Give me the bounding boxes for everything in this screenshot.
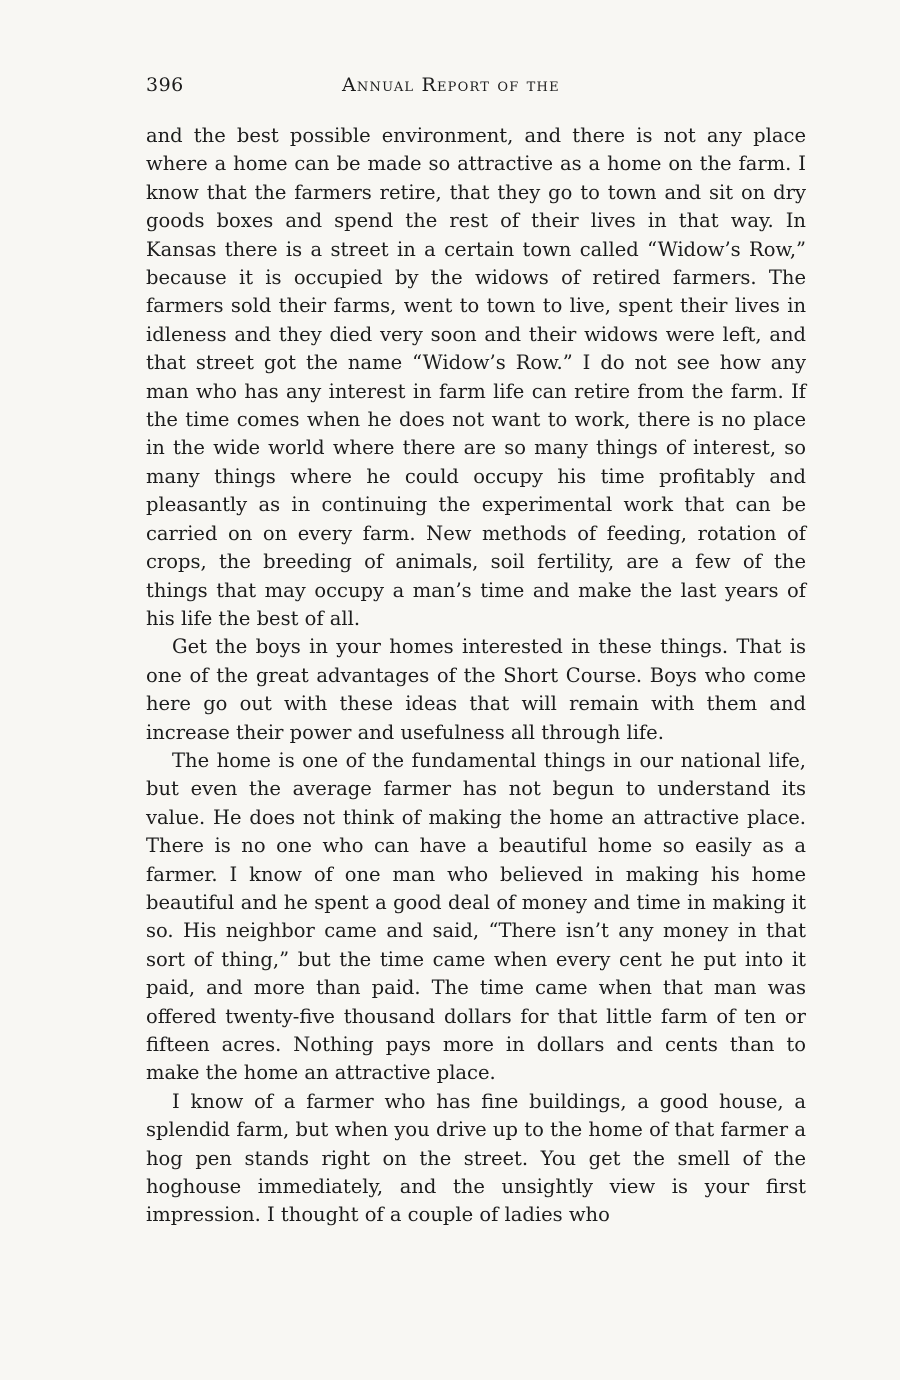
paragraph-2: Get the boys in your homes interested in these things. That is one of the great advantages of the Short Course. Boys who come here go out with these ideas that will remain with them and increase their power and usefulness all through life.	[146, 635, 806, 744]
body-text	[146, 122, 806, 1230]
page-number: 396	[146, 74, 184, 96]
page-header	[146, 74, 806, 104]
paragraph-1: and the best possible environment, and there is not any place where a home can be made so attractive as a home on the farm. I know that the farmers retire, that they go to town and sit on dry goods boxes and spend the rest of their lives in that way. In Kansas there is a street in a certain town called “Widow’s Row,” because it is occupied by the widows of retired farmers. The farmers sold their farms, went to town to live, spent their lives in idleness and they died very soon and their widows were left, and that street got the name “Widow’s Row.” I do not see how any man who has any interest in farm life can retire from the farm. If the time comes when he does not want to work, there is no place in the wide world where there are so many things of interest, so many things where he could occupy his time profitably and pleasantly as in continuing the experimental work that can be carried on on every farm. New methods of feeding, rotation of crops, the breeding of animals, soil fertility, are a few of the things that may occupy a man’s time and make the last years of his life the best of all.	[146, 124, 806, 630]
paragraph-3: The home is one of the fundamental things in our national life, but even the average farmer has not begun to understand its value. He does not think of making the home an attractive place. There is no one who can have a beautiful home so easily as a farmer. I know of one man who believed in making his home beautiful and he spent a good deal of money and time in making it so. His neighbor came and said, “There isn’t any money in that sort of thing,” but the time came when every cent he put into it paid, and more than paid. The time came when that man was offered twenty-five thousand dollars for that little farm of ten or fifteen acres. Nothing pays more in dollars and cents than to make the home an attractive place.	[146, 748, 806, 1085]
paragraph-4: I know of a farmer who has fine buildings, a good house, a splendid farm, but when you drive up to the home of that farmer a hog pen stands right on the street. You get the smell of the hoghouse immediately, and the unsightly view is your first impression. I thought of a couple of ladies who	[146, 1089, 806, 1227]
running-title: Annual Report of the	[342, 74, 560, 96]
